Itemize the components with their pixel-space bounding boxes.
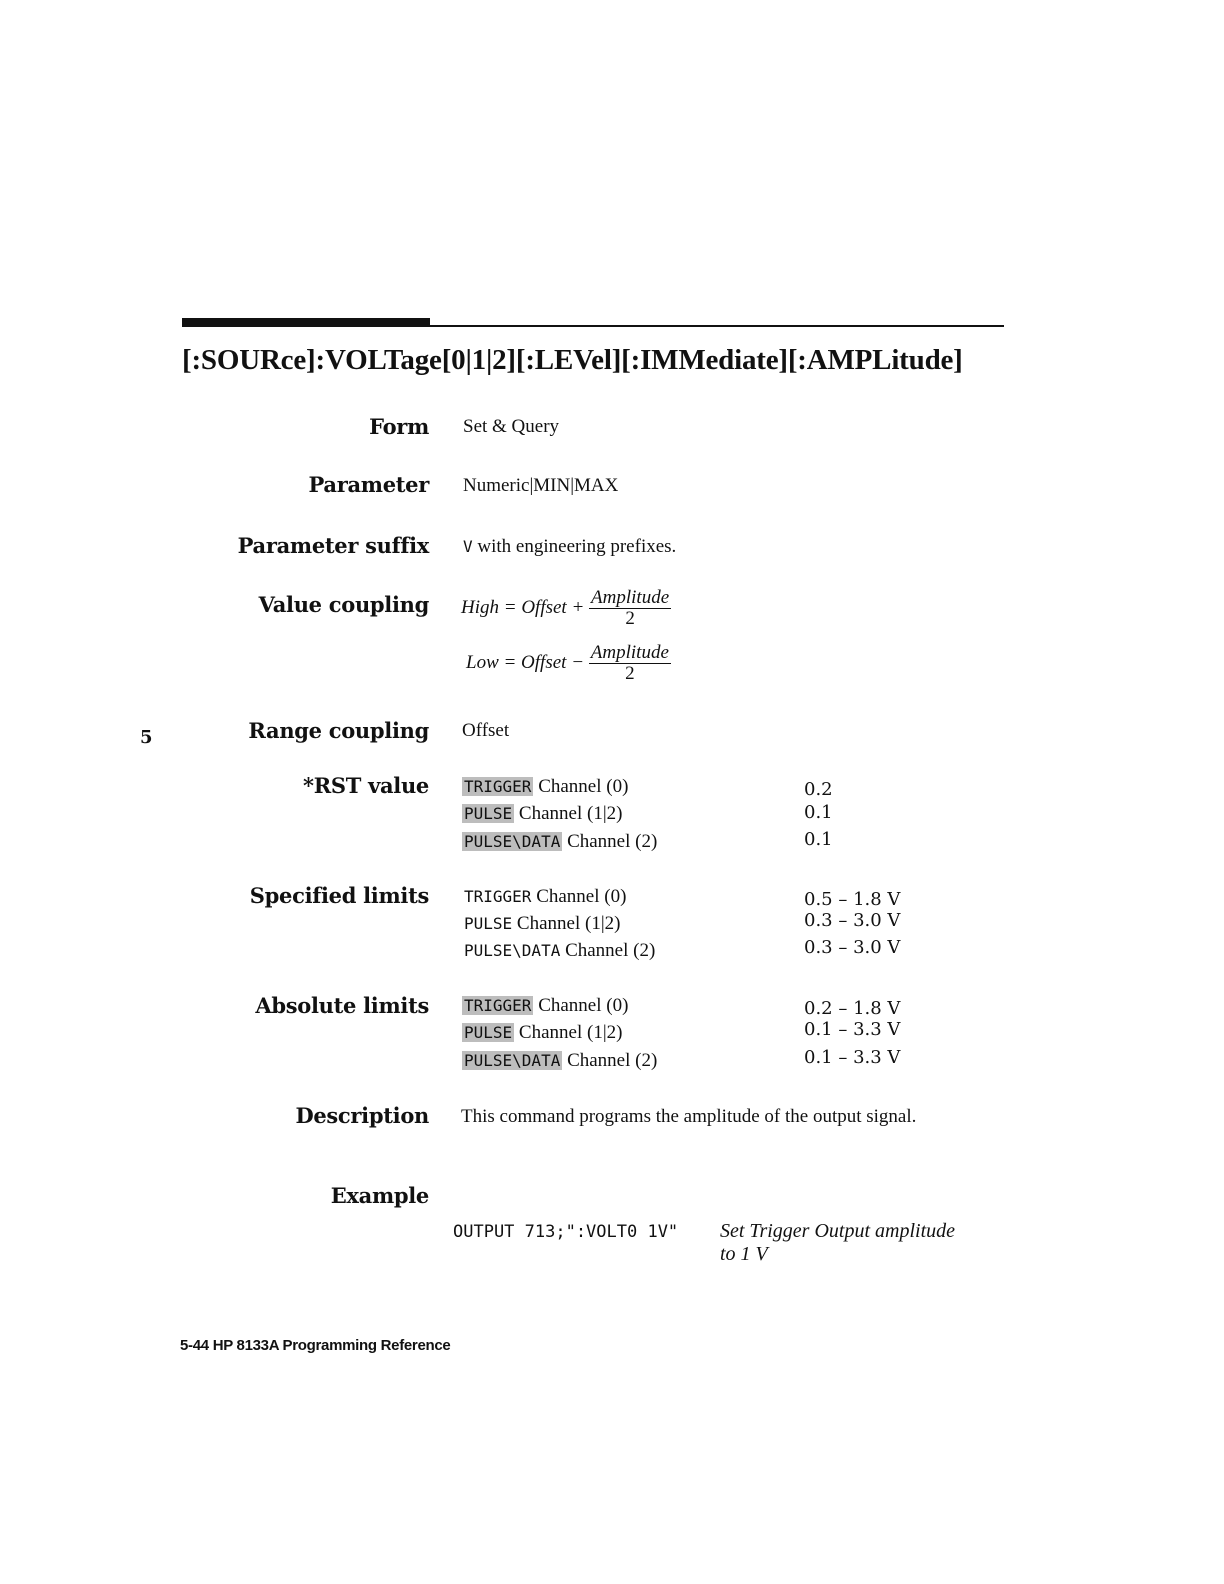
example-comment-line2: to 1 V (720, 1243, 768, 1265)
example-code: OUTPUT 713;":VOLT0 1V" (453, 1222, 679, 1242)
specified-mode: PULSE (464, 914, 513, 933)
absolute-limits-label: Absolute limits (255, 993, 429, 1018)
rst-row (462, 803, 622, 825)
rst-value-label: *RST value (303, 773, 429, 798)
parameter-label: Parameter (308, 472, 429, 497)
specified-channel: Channel (1|2) (516, 913, 621, 934)
specified-channel: Channel (0) (536, 886, 627, 907)
rst-mode: TRIGGER (464, 777, 532, 796)
specified-row (464, 913, 620, 935)
specified-value: 0.5 – 1.8 V (804, 889, 901, 910)
specified-mode: TRIGGER (464, 887, 532, 906)
specified-mode: PULSE\DATA (464, 941, 561, 960)
description-text: This command programs the amplitude of the output signal. (461, 1106, 917, 1127)
command-title: [:SOURce]:VOLTage[0|1|2][:LEVel][:IMMediate][:AMPLitude] (182, 344, 963, 376)
form-label: Form (369, 414, 429, 439)
absolute-mode: PULSE\DATA (464, 1051, 561, 1070)
absolute-mode: PULSE (464, 1023, 513, 1042)
specified-limits-label: Specified limits (249, 883, 429, 908)
high-equation (461, 588, 671, 629)
absolute-row (462, 1022, 622, 1044)
rst-value: 0.1 (804, 802, 833, 823)
absolute-value: 0.2 – 1.8 V (804, 998, 901, 1019)
specified-channel: Channel (2) (565, 940, 656, 961)
rst-channel: Channel (0) (538, 776, 629, 797)
absolute-mode: TRIGGER (464, 996, 532, 1015)
rst-row (462, 831, 657, 853)
absolute-value: 0.1 – 3.3 V (804, 1047, 901, 1068)
low-fraction (589, 643, 671, 684)
high-denominator: 2 (625, 608, 635, 629)
form-value: Set & Query (463, 416, 560, 437)
rst-value: 0.1 (804, 829, 833, 850)
absolute-channel: Channel (2) (567, 1050, 658, 1071)
specified-row (464, 940, 655, 962)
example-label: Example (330, 1183, 429, 1208)
suffix-text: with engineering prefixes. (477, 536, 677, 557)
range-coupling-label: Range coupling (248, 718, 429, 743)
rst-row (462, 776, 628, 798)
specified-value: 0.3 – 3.0 V (804, 937, 901, 958)
header-rule-thin (182, 325, 1004, 327)
parameter-suffix-value (463, 536, 676, 558)
specified-value: 0.3 – 3.0 V (804, 910, 901, 931)
high-fraction (589, 588, 671, 629)
example-comment-line1: Set Trigger Output amplitude (720, 1220, 955, 1242)
rst-value: 0.2 (804, 779, 833, 800)
parameter-suffix-label: Parameter suffix (237, 533, 429, 558)
parameter-value: Numeric|MIN|MAX (463, 475, 619, 496)
chapter-marker: 5 (140, 727, 153, 748)
description-label: Description (295, 1103, 429, 1128)
specified-row (464, 886, 626, 908)
absolute-channel: Channel (1|2) (518, 1022, 623, 1043)
absolute-channel: Channel (0) (538, 995, 629, 1016)
rst-mode: PULSE\DATA (464, 832, 561, 851)
page-footer: 5-44 HP 8133A Programming Reference (180, 1337, 451, 1354)
high-numerator: Amplitude (591, 587, 670, 608)
absolute-row (462, 1050, 657, 1072)
value-coupling-label: Value coupling (258, 592, 429, 617)
low-equation (466, 643, 671, 684)
absolute-value: 0.1 – 3.3 V (804, 1019, 901, 1040)
high-lhs: High = Offset + (461, 596, 585, 618)
absolute-row (462, 995, 628, 1017)
low-denominator: 2 (625, 663, 635, 684)
low-numerator: Amplitude (590, 642, 669, 663)
low-lhs: Low = Offset − (466, 651, 585, 673)
rst-channel: Channel (2) (567, 831, 658, 852)
suffix-unit: V (463, 537, 473, 556)
rst-channel: Channel (1|2) (518, 803, 623, 824)
range-coupling-value: Offset (462, 720, 510, 741)
rst-mode: PULSE (464, 804, 513, 823)
